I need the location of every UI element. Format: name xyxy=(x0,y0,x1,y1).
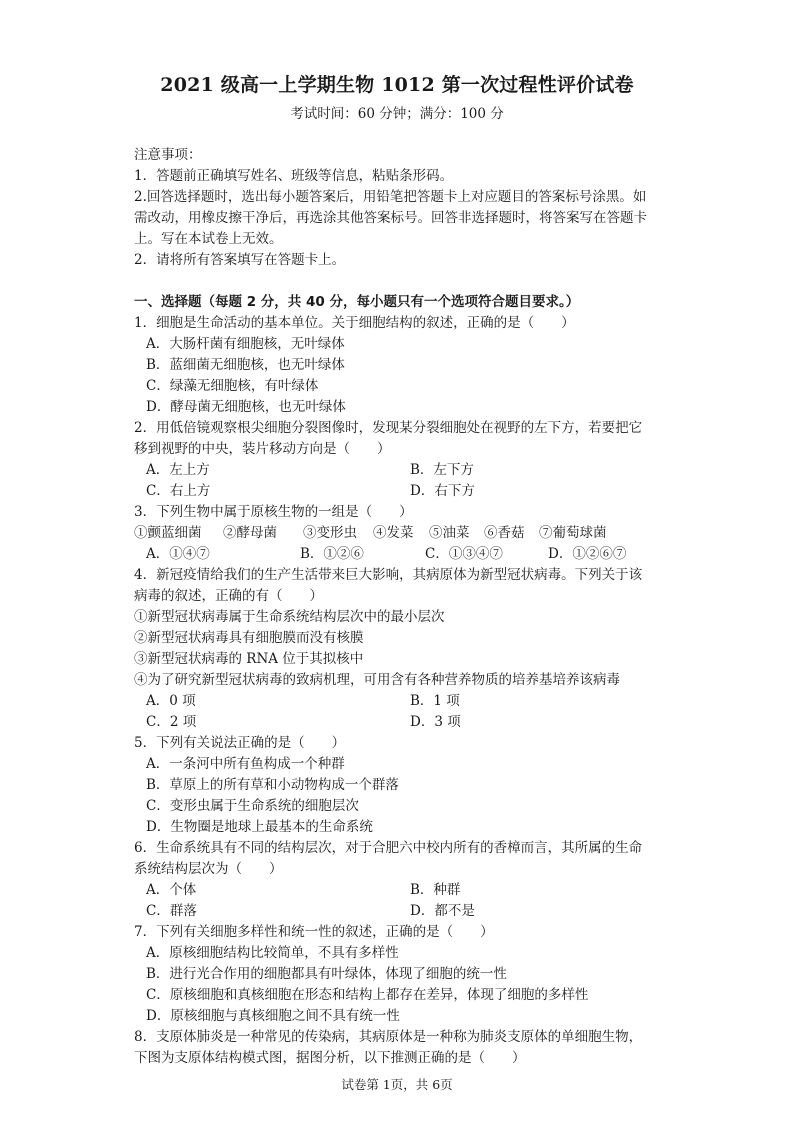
q6-stem-line-2: 系统结构层次为（ ） xyxy=(134,861,283,877)
q5-option-b: B．草原上的所有草和小动物构成一个群落 xyxy=(146,777,399,793)
q2-option-c: C．右上方 xyxy=(146,483,211,499)
q3-organism-6: ⑥香菇 xyxy=(484,525,525,541)
q7-stem: 7．下列有关细胞多样性和统一性的叙述，正确的是（ ） xyxy=(134,924,494,940)
q3-stem: 3．下列生物中属于原核生物的一组是（ ） xyxy=(134,504,413,520)
notice-item-2-line-2: 需改动，用橡皮擦干净后，再选涂其他答案标号。回答非选择题时，将答案写在答题卡 xyxy=(134,210,647,226)
q3-organism-7: ⑦葡萄球菌 xyxy=(539,525,607,541)
q6-option-b: B．种群 xyxy=(410,882,461,898)
q2-stem-line-1: 2．用低倍镜观察根尖细胞分裂图像时，发现某分裂细胞处在视野的左下方，若要把它 xyxy=(134,420,643,436)
q4-statement-1: ①新型冠状病毒属于生命系统结构层次中的最小层次 xyxy=(134,609,445,625)
q7-option-a: A．原核细胞结构比较简单，不具有多样性 xyxy=(146,945,399,961)
q3-organism-5: ⑤油菜 xyxy=(429,525,470,541)
q4-option-c: C．2 项 xyxy=(146,714,197,730)
q6-option-c: C．群落 xyxy=(146,903,197,919)
q2-option-d: D．右下方 xyxy=(410,483,475,499)
q3-option-d: D．①②⑥⑦ xyxy=(548,546,627,562)
q4-statement-2: ②新型冠状病毒具有细胞膜而没有核膜 xyxy=(134,630,364,646)
q2-option-a: A．左上方 xyxy=(146,462,210,478)
notice-item-3: 2．请将所有答案填写在答题卡上。 xyxy=(134,252,346,268)
q8-stem-line-2: 下图为支原体结构模式图，据图分析，以下推测正确的是（ ） xyxy=(134,1050,526,1066)
q7-option-d: D．原核细胞与真核细胞之间不具有统一性 xyxy=(146,1008,400,1024)
exam-subtitle: 考试时间：60 分钟；满分：100 分 xyxy=(290,106,504,122)
notice-heading: 注意事项： xyxy=(134,147,202,163)
q4-statement-4: ④为了研究新型冠状病毒的致病机理，可用含有各种营养物质的培养基培养该病毒 xyxy=(134,672,620,688)
notice-item-1: 1．答题前正确填写姓名、班级等信息，粘贴条形码。 xyxy=(134,168,454,184)
q5-option-d: D．生物圈是地球上最基本的生命系统 xyxy=(146,819,373,835)
q3-option-a: A．①④⑦ xyxy=(146,546,210,562)
q4-option-a: A．0 项 xyxy=(146,693,196,709)
q2-option-b: B．左下方 xyxy=(410,462,474,478)
q3-organism-1: ①颤蓝细菌 xyxy=(134,525,202,541)
q4-stem-line-1: 4．新冠疫情给我们的生产生活带来巨大影响，其病原体为新型冠状病毒。下列关于该 xyxy=(134,567,643,583)
q5-option-a: A．一条河中所有鱼构成一个种群 xyxy=(146,756,345,772)
q1-option-b: B．蓝细菌无细胞核，也无叶绿体 xyxy=(146,357,345,373)
q7-option-b: B．进行光合作用的细胞都具有叶绿体，体现了细胞的统一性 xyxy=(146,966,507,982)
q3-organism-2: ②酵母菌 xyxy=(223,525,277,541)
q5-option-c: C．变形虫属于生命系统的细胞层次 xyxy=(146,798,359,814)
exam-title: 2021 级高一上学期生物 1012 第一次过程性评价试卷 xyxy=(160,74,634,96)
page-footer: 试卷第 1页，共 6页 xyxy=(341,1077,453,1092)
q6-option-a: A．个体 xyxy=(146,882,197,898)
notice-item-2-line-1: 2.回答选择题时，选出每小题答案后，用铅笔把答题卡上对应题目的答案标号涂黑。如 xyxy=(134,189,647,205)
notice-item-2-line-3: 上。写在本试卷上无效。 xyxy=(134,231,283,247)
q1-option-a: A．大肠杆菌有细胞核，无叶绿体 xyxy=(146,336,345,352)
q7-option-c: C．原核细胞和真核细胞在形态和结构上都存在差异，体现了细胞的多样性 xyxy=(146,987,589,1003)
q3-organism-3: ③变形虫 xyxy=(303,525,357,541)
section-heading: 一、选择题（每题 2 分，共 40 分，每小题只有一个选项符合题目要求。） xyxy=(134,294,580,310)
q3-option-b: B．①②⑥ xyxy=(300,546,364,562)
q1-stem: 1．细胞是生命活动的基本单位。关于细胞结构的叙述，正确的是（ ） xyxy=(134,315,575,331)
q5-stem: 5．下列有关说法正确的是（ ） xyxy=(134,735,346,751)
q8-stem-line-1: 8．支原体肺炎是一种常见的传染病，其病原体是一种称为肺炎支原体的单细胞生物， xyxy=(134,1029,643,1045)
q4-option-b: B．1 项 xyxy=(410,693,460,709)
q4-stem-line-2: 病毒的叙述，正确的有（ ） xyxy=(134,588,323,604)
q4-option-d: D．3 项 xyxy=(410,714,461,730)
q3-organism-4: ④发菜 xyxy=(373,525,414,541)
q1-option-d: D．酵母菌无细胞核，也无叶绿体 xyxy=(146,399,346,415)
q2-stem-line-2: 移到视野的中央，装片移动方向是（ ） xyxy=(134,441,391,457)
q3-option-c: C．①③④⑦ xyxy=(425,546,503,562)
q6-option-d: D．都不是 xyxy=(410,903,475,919)
q4-statement-3: ③新型冠状病毒的 RNA 位于其拟核中 xyxy=(134,651,364,667)
q6-stem-line-1: 6．生命系统具有不同的结构层次，对于合肥六中校内所有的香樟而言，其所属的生命 xyxy=(134,840,643,856)
q1-option-c: C．绿藻无细胞核，有叶绿体 xyxy=(146,378,319,394)
